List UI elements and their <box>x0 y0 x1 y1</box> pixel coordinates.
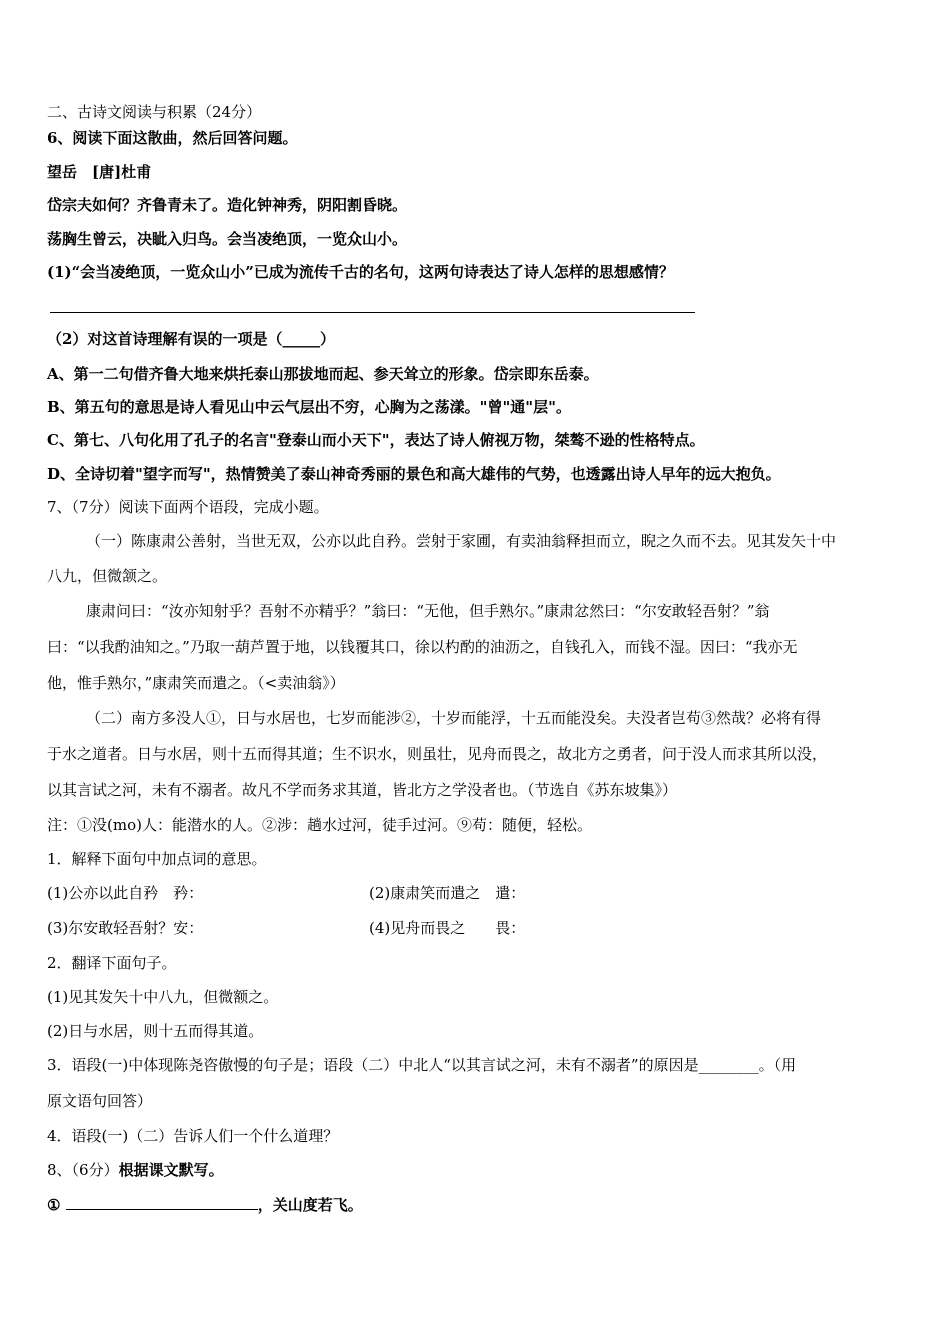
q7-note: 注：①没(mo)人：能潜水的人。②涉：趟水过河，徒手过河。⑨苟：随便，轻松。 <box>47 816 592 834</box>
q7-passage1-line2: 八九，但微颔之。 <box>47 567 168 585</box>
q7-s1-row1 <box>47 883 908 903</box>
poem-title: 望岳 [唐]杜甫 <box>47 163 152 181</box>
q6-sub2-suffix: ） <box>319 330 335 348</box>
q6-sub2-prefix: （2）对这首诗理解有误的一项是（ <box>47 330 283 348</box>
q7-s3-line1: 3．语段(一)中体现陈尧咨傲慢的句子是；语段（二）中北人“以其言试之河，未有不溺者”的原因是________。（用 <box>47 1056 797 1074</box>
q7-prompt: 7、（7分）阅读下面两个语段，完成小题。 <box>47 498 329 516</box>
q8-prompt-text: 根据课文默写。 <box>118 1161 224 1179</box>
poem-line-2: 荡胸生曾云，决眦入归鸟。会当凌绝顶，一览众山小。 <box>47 230 408 248</box>
q7-s1-a: (1)公亦以此自矜 矜： <box>47 884 204 902</box>
q7-passage3-line3: 以其言试之河，未有不溺者。故凡不学而务求其道，皆北方之学没者也。（节选自《苏东坡集》） <box>47 781 678 799</box>
q6-option-b[interactable]: B、第五句的意思是诗人看见山中云气层出不穷，心胸为之荡漾。"曾"通"层"。 <box>47 398 571 416</box>
q7-s1-row2 <box>47 918 908 938</box>
q6-prompt: 6、阅读下面这散曲，然后回答问题。 <box>47 129 298 147</box>
section-heading: 二、古诗文阅读与积累（24分） <box>47 103 262 121</box>
q7-passage3-line2: 于水之道者。日与水居，则十五而得其道；生不识水，则虽壮，见舟而畏之，故北方之勇者，问于没人而求其所以没， <box>47 745 828 763</box>
q8-prompt-num: 8、（6分） <box>47 1161 119 1179</box>
q7-s3-line2: 原文语句回答） <box>47 1092 153 1110</box>
q7-passage3-line1: （二）南方多没人①，日与水居也，七岁而能涉②，十岁而能浮，十五而能没矣。夫没者岂苟③然哉？必将有得 <box>86 709 822 727</box>
q6-option-a[interactable]: A、第一二句借齐鲁大地来烘托泰山那拔地而起、参天耸立的形象。岱宗即东岳泰。 <box>47 365 599 383</box>
q7-s2-a: (1)见其发矢十中八九，但微额之。 <box>47 988 279 1006</box>
q6-option-c[interactable]: C、第七、八句化用了孔子的名言"登泰山而小天下"，表达了诗人俯视万物，桀骜不逊的性格特点。 <box>47 431 705 449</box>
q7-s1-b: (2)康肃笑而遣之 遣： <box>369 884 526 902</box>
q7-passage1-line1: （一）陈康肃公善射，当世无双，公亦以此自矜。尝射于家圃，有卖油翁释担而立，睨之久而不去。见其发矢十中 <box>86 532 837 550</box>
q8-item1-text: ，关山度若飞。 <box>257 1196 363 1214</box>
q7-s4: 4．语段(一)（二）告诉人们一个什么道理？ <box>47 1127 339 1145</box>
q7-s2-b: (2)日与水居，则十五而得其道。 <box>47 1022 264 1040</box>
q8-prompt <box>47 1160 908 1180</box>
q7-s1: 1．解释下面句中加点词的意思。 <box>47 850 267 868</box>
poem-line-1: 岱宗夫如何？齐鲁青未了。造化钟神秀，阴阳割昏晓。 <box>47 196 408 214</box>
q7-passage2-line1: 康肃问曰：“汝亦知射乎？吾射不亦精乎？”翁曰：“无他，但手熟尔。”康肃忿然曰：“尔安敢轻吾射？”翁 <box>86 602 770 620</box>
q8-item1 <box>47 1195 908 1215</box>
answer-line[interactable] <box>50 312 695 313</box>
q8-item1-mark: ① <box>47 1196 61 1214</box>
q6-sub1: (1)“会当凌绝顶，一览众山小”已成为流传千古的名句，这两句诗表达了诗人怎样的思想感情？ <box>47 263 674 281</box>
q7-passage2-line2: 曰：“以我酌油知之。”乃取一葫芦置于地，以钱覆其口，徐以杓酌的油沥之，自钱孔入，而钱不湿。因曰：“我亦无 <box>47 638 798 656</box>
q8-item1-blank[interactable] <box>66 1209 258 1210</box>
q7-passage2-line3: 他，惟手熟尔，”康肃笑而遣之。（<卖油翁》） <box>47 674 345 692</box>
q6-sub2 <box>47 329 908 349</box>
q6-sub2-blank[interactable]: _____ <box>282 330 320 348</box>
q7-s1-d: (4)见舟而畏之 畏： <box>369 919 526 937</box>
q7-s1-c: (3)尔安敢轻吾射？安： <box>47 919 204 937</box>
q7-s2: 2．翻译下面句子。 <box>47 954 177 972</box>
q6-option-d[interactable]: D、全诗切着"望字而写"，热情赞美了泰山神奇秀丽的景色和高大雄伟的气势，也透露出诗人早年的远大抱负。 <box>47 465 781 483</box>
